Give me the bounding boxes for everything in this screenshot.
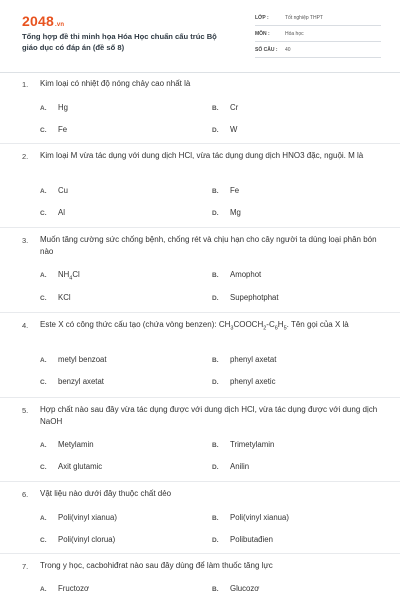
option-c[interactable]: C. Al bbox=[40, 208, 65, 217]
option-c[interactable]: C. Poli(vinyl clorua) bbox=[40, 535, 116, 544]
option-c[interactable]: C. Axit glutamic bbox=[40, 462, 103, 471]
question-text: Kim loại có nhiệt độ nóng chảy cao nhất là bbox=[40, 79, 191, 88]
question-number: 3. bbox=[22, 236, 29, 245]
option-a[interactable]: A. Fructozơ bbox=[40, 584, 90, 593]
logo-suffix: .vn bbox=[54, 22, 65, 28]
formula-nh4cl: $NH_4Cl$ bbox=[58, 270, 80, 282]
meta-label: MÔN : bbox=[255, 31, 270, 37]
question-number: 5. bbox=[22, 406, 29, 415]
option-d[interactable]: D. Anilin bbox=[212, 462, 250, 471]
option-d[interactable]: D. phenyl axetic bbox=[212, 377, 276, 386]
question-text: Trong y học, cacbohiđrat nào sau đây dùng để làm thuốc tăng lực bbox=[40, 561, 273, 570]
option-a[interactable]: A. metyl benzoat bbox=[40, 355, 107, 364]
question-number: 7. bbox=[22, 562, 29, 571]
question-divider bbox=[0, 397, 400, 398]
option-b[interactable]: B. Glucozơ bbox=[212, 584, 260, 593]
question-divider bbox=[0, 227, 400, 228]
question-divider bbox=[0, 312, 400, 313]
option-b[interactable]: B. Cr bbox=[212, 103, 239, 112]
question-text: Kim loại M vừa tác dụng với dung dịch HCl, vừa tác dụng dung dịch HNO3 đặc, nguội. M là bbox=[40, 151, 364, 160]
option-c[interactable]: C. Fe bbox=[40, 125, 68, 134]
option-a[interactable]: A. Metylamin bbox=[40, 440, 94, 449]
option-d[interactable]: D. Polibutađien bbox=[212, 535, 273, 544]
question-text: Hợp chất nào sau đây vừa tác dụng được với dung dịch HCl, vừa tác dụng được với dung dịch NaOH bbox=[40, 405, 378, 426]
option-d[interactable]: D. Mg bbox=[212, 208, 241, 217]
question-number: 1. bbox=[22, 80, 29, 89]
header bbox=[0, 0, 400, 72]
option-c[interactable]: C. benzyl axetat bbox=[40, 377, 104, 386]
header-divider bbox=[0, 72, 400, 73]
meta-label: LỚP : bbox=[255, 15, 269, 21]
option-a[interactable]: A. Cu bbox=[40, 186, 68, 195]
logo[interactable] bbox=[22, 13, 64, 29]
meta-value: Hóa học bbox=[285, 31, 304, 37]
meta-row-count bbox=[255, 44, 381, 58]
question-number: 4. bbox=[22, 321, 29, 330]
document-title: Tổng hợp đề thi minh họa Hóa Học chuẩn cấu trúc Bộ giáo dục có đáp án (đề số 8) bbox=[22, 32, 217, 52]
question-text: Muốn tăng cường sức chống bệnh, chống rét và chịu hạn cho cây người ta dùng loại phân bón nào bbox=[40, 235, 377, 256]
meta-value: 40 bbox=[285, 47, 291, 53]
question-divider bbox=[0, 143, 400, 144]
option-b[interactable]: B. phenyl axetat bbox=[212, 355, 277, 364]
question-text: Vật liệu nào dưới đây thuộc chất dẻo bbox=[40, 489, 172, 498]
option-a[interactable]: A. $NH_4Cl$ bbox=[40, 270, 80, 282]
meta-row-class bbox=[255, 12, 381, 26]
option-a[interactable]: A. Poli(vinyl xianua) bbox=[40, 513, 117, 522]
question-number: 6. bbox=[22, 490, 29, 499]
option-c[interactable]: C. KCl bbox=[40, 293, 71, 302]
option-a[interactable]: A. Hg bbox=[40, 103, 68, 112]
logo-text: 2048 bbox=[22, 13, 54, 29]
question-divider bbox=[0, 553, 400, 554]
question-text: Este X có công thức cấu tạo (chứa vòng benzen): $CH_3COOCH_2-C_6H_5$. Tên gọi của X là bbox=[40, 320, 349, 332]
meta-value: Tốt nghiệp THPT bbox=[285, 15, 323, 21]
option-b[interactable]: B. Trimetylamin bbox=[212, 440, 275, 449]
meta-row-subject bbox=[255, 28, 381, 42]
option-d[interactable]: D. W bbox=[212, 125, 238, 134]
question-divider bbox=[0, 481, 400, 482]
option-b[interactable]: B. Poli(vinyl xianua) bbox=[212, 513, 289, 522]
option-d[interactable]: D. Supephotphat bbox=[212, 293, 279, 302]
option-b[interactable]: B. Fe bbox=[212, 186, 240, 195]
option-b[interactable]: B. Amophot bbox=[212, 270, 262, 279]
meta-label: SỐ CÂU : bbox=[255, 47, 278, 53]
question-number: 2. bbox=[22, 152, 29, 161]
exam-meta bbox=[255, 12, 381, 60]
